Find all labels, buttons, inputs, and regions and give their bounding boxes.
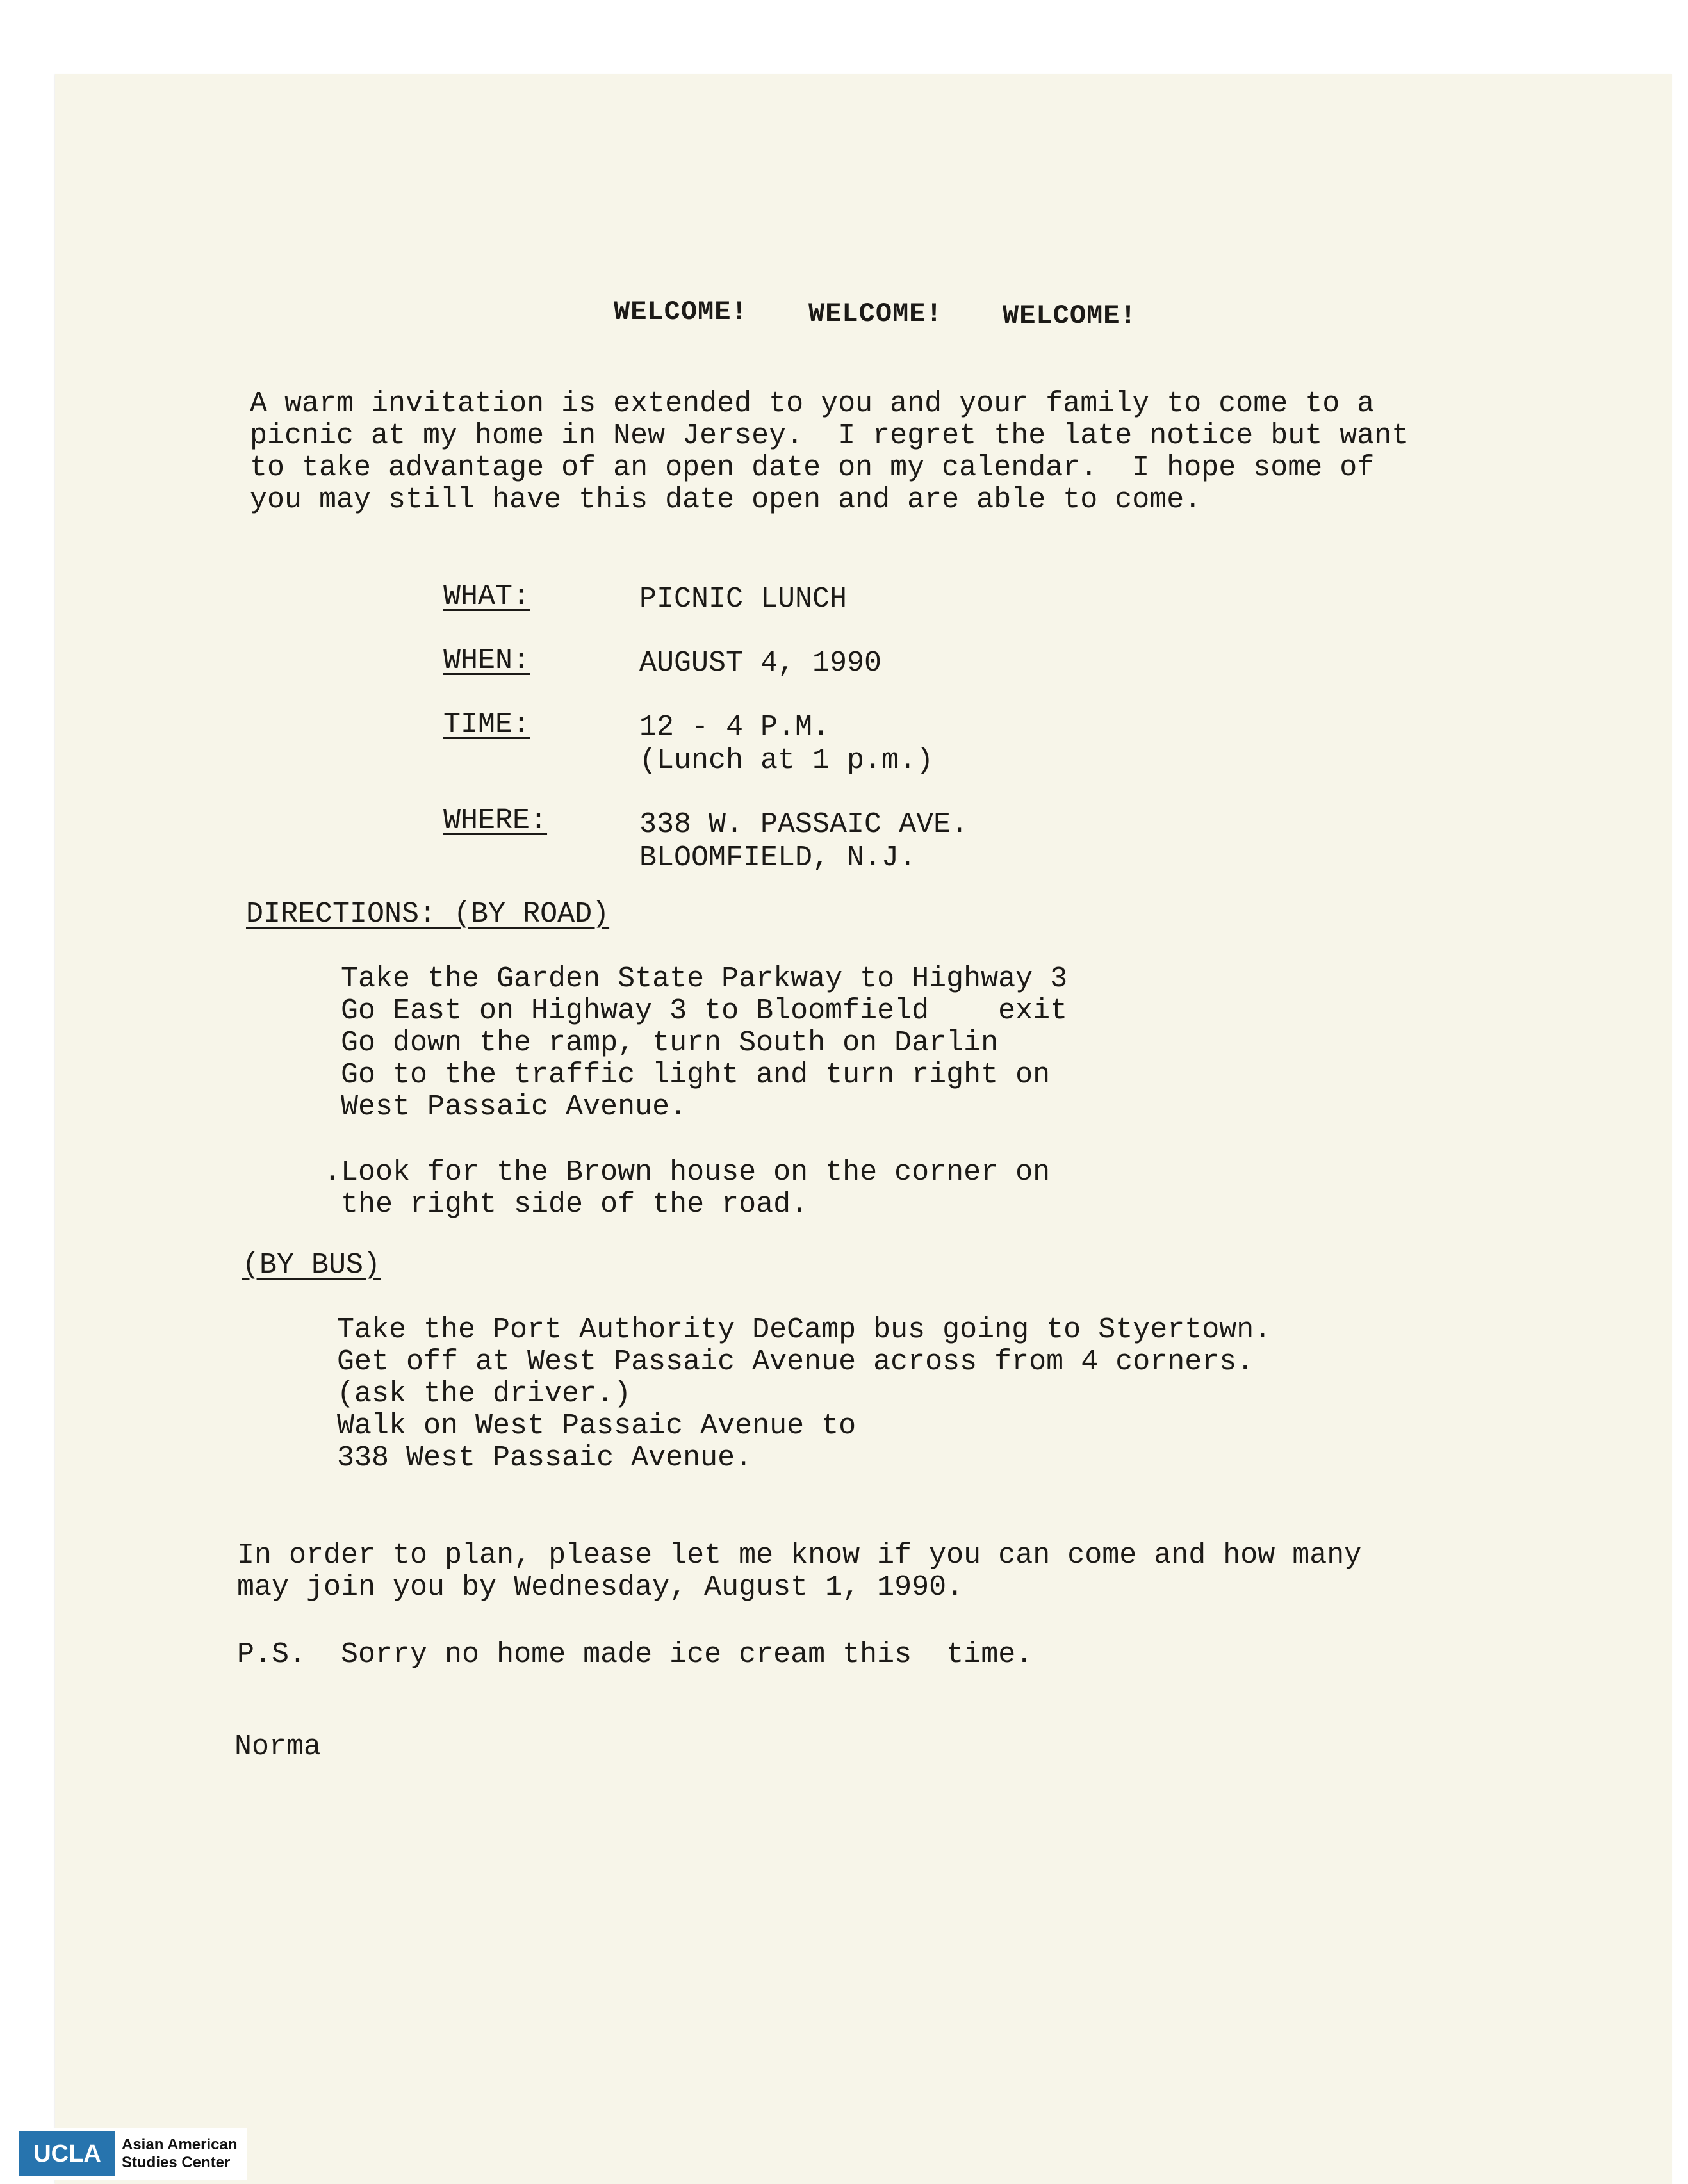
postscript: P.S. Sorry no home made ice cream this time. (237, 1638, 1033, 1671)
welcome-heading-3: WELCOME! (1003, 300, 1137, 331)
closing-line: may join you by Wednesday, August 1, 1990. (237, 1571, 964, 1604)
intro-line: you may still have this date open and are able to come. (250, 484, 1202, 516)
directions-road-landmark (324, 1157, 1050, 1221)
directions-road-steps (341, 963, 1067, 1123)
closing-line: In order to plan, please let me know if you can come and how many (237, 1539, 1362, 1572)
archive-badge (17, 2128, 247, 2180)
direction-line: Get off at West Passaic Avenue across from 4 corners. (337, 1346, 1254, 1378)
time-note: (Lunch at 1 p.m.) (639, 744, 934, 777)
direction-line: Go East on Highway 3 to Bloomfield exit (341, 995, 1068, 1027)
direction-line: Take the Garden State Parkway to Highway 3 (341, 963, 1068, 995)
direction-line: Go to the traffic light and turn right on (341, 1059, 1051, 1091)
center-name-line1: Asian American (122, 2136, 238, 2153)
direction-line: West Passaic Avenue. (341, 1091, 687, 1123)
directions-road-heading: DIRECTIONS: (BY ROAD) (246, 898, 610, 931)
what-label: WHAT: (443, 580, 530, 613)
directions-bus-steps (337, 1314, 1271, 1474)
direction-line: Walk on West Passaic Avenue to (337, 1410, 856, 1442)
intro-line: A warm invitation is extended to you and your family to come to a (250, 387, 1375, 420)
direction-line: the right side of the road. (324, 1188, 808, 1221)
ucla-logo: UCLA (19, 2131, 115, 2176)
time-label: TIME: (443, 708, 530, 741)
what-value: PICNIC LUNCH (639, 583, 848, 615)
intro-line: to take advantage of an open date on my calendar. I hope some of (250, 452, 1375, 484)
direction-line: 338 West Passaic Avenue. (337, 1442, 753, 1474)
welcome-heading-1: WELCOME! (614, 297, 748, 327)
where-label: WHERE: (443, 804, 548, 837)
direction-line: Go down the ramp, turn South on Darlin (341, 1027, 999, 1059)
welcome-heading-2: WELCOME! (808, 298, 943, 329)
intro-paragraph (250, 388, 1409, 516)
when-label: WHEN: (443, 644, 530, 677)
intro-line: picnic at my home in New Jersey. I regret the late notice but want (250, 420, 1409, 452)
when-value: AUGUST 4, 1990 (639, 647, 882, 680)
center-name-line2: Studies Center (122, 2154, 231, 2171)
direction-line: .Look for the Brown house on the corner on (324, 1156, 1051, 1189)
where-address-line2: BLOOMFIELD, N.J. (639, 842, 917, 874)
signature: Norma (234, 1731, 322, 1763)
direction-line: Take the Port Authority DeCamp bus going to Styertown. (337, 1314, 1272, 1346)
directions-bus-heading: (BY BUS) (242, 1249, 381, 1282)
center-name (122, 2136, 238, 2172)
closing-paragraph (237, 1540, 1361, 1604)
where-address-line1: 338 W. PASSAIC AVE. (639, 808, 969, 841)
time-value: 12 - 4 P.M. (639, 711, 830, 744)
direction-line: (ask the driver.) (337, 1378, 632, 1410)
